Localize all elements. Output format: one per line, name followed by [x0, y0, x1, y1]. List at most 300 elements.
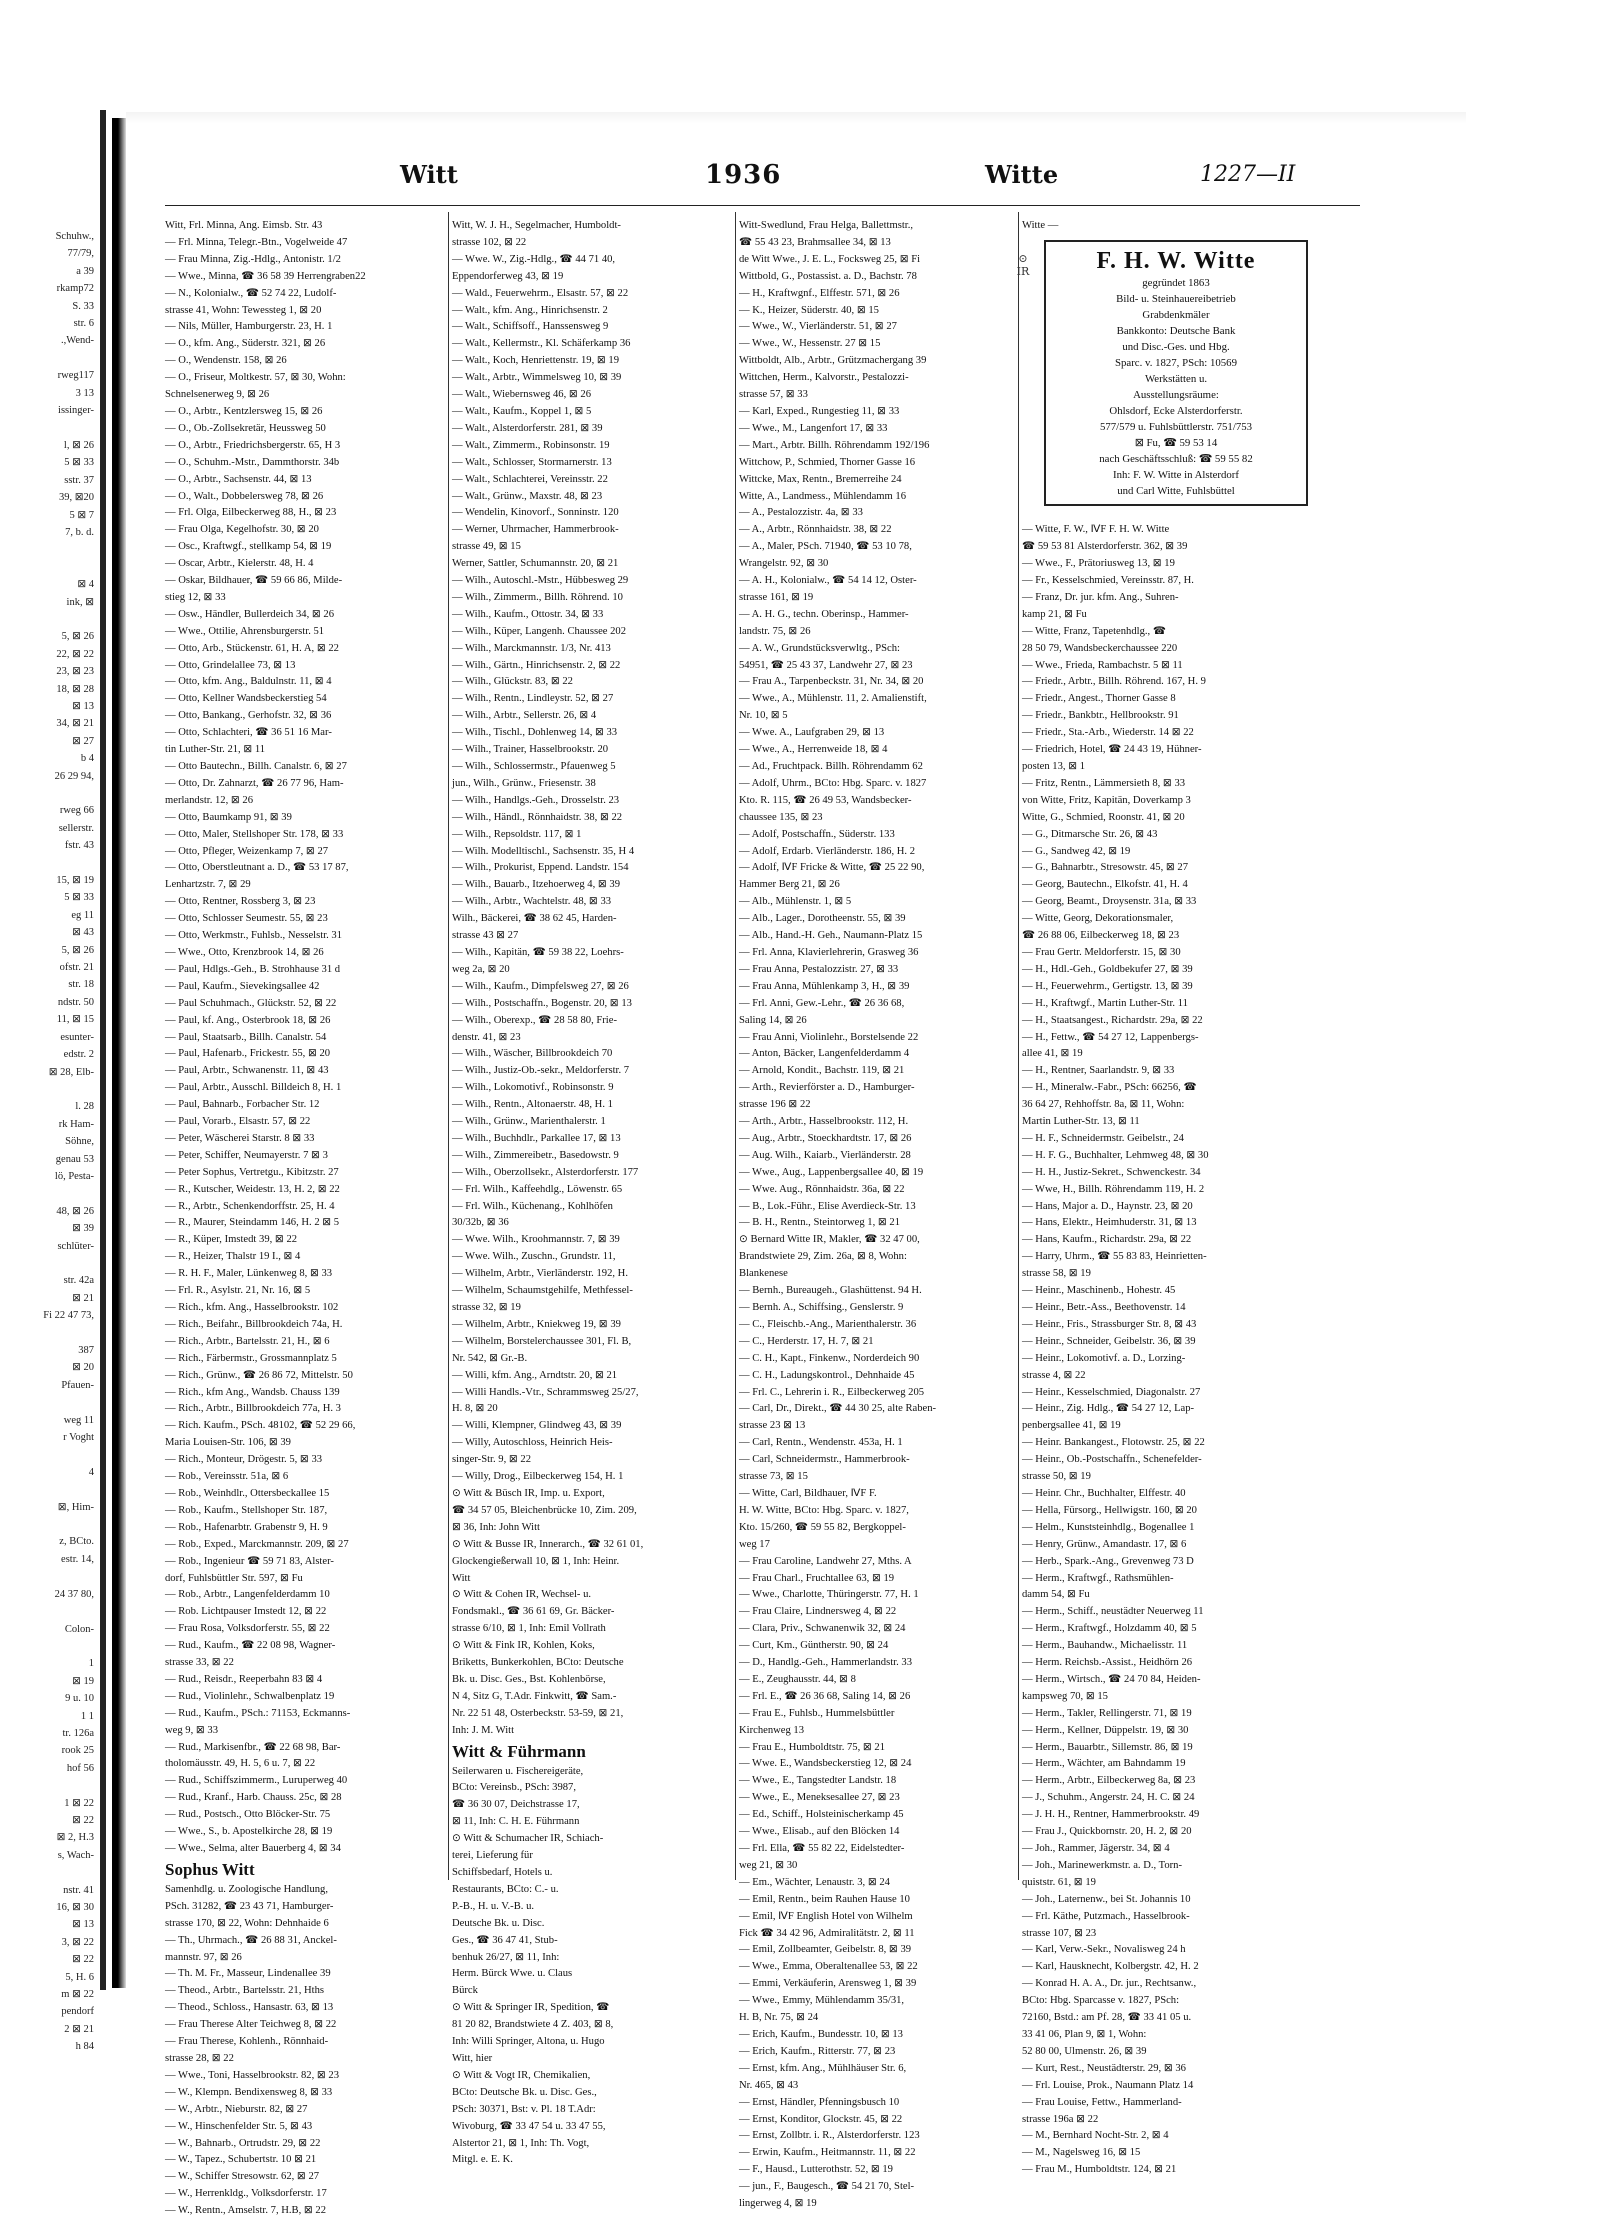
- facing-page-line: [0, 1777, 100, 1794]
- facing-page-line: S. 33: [72, 300, 94, 312]
- directory-entry: — H. F. G., Buchhalter, Lehmweg 48, ⊠ 30: [1022, 1149, 1209, 1161]
- directory-entry: — M., Nagelsweg 16, ⊠ 15: [1022, 2147, 1141, 2159]
- facing-page-line: ⊠ 4: [77, 579, 94, 591]
- facing-page-line: s, Wach-: [57, 1849, 94, 1861]
- header-right-name: Witte: [985, 160, 1059, 189]
- directory-column-3: [739, 218, 1019, 2210]
- directory-entry: — C., Herderstr. 17, H. 7, ⊠ 21: [739, 1335, 874, 1347]
- facing-page-line: 5 ⊠ 7: [69, 509, 94, 521]
- column-divider: [448, 212, 449, 1880]
- directory-entry: — Walt., Schiffsoff., Hanssensweg 9: [452, 321, 609, 333]
- facing-page-line: sellerstr.: [58, 822, 94, 834]
- facing-page-line: issinger-: [58, 405, 94, 417]
- directory-entry: — Frau Louise, Fettw., Hammerland-: [1022, 2096, 1182, 2108]
- directory-entry: — Friedr., Angest., Thorner Gasse 8: [1022, 693, 1176, 705]
- directory-entry: — Kurt, Rest., Neustädterstr. 29, ⊠ 36: [1022, 2062, 1186, 2074]
- facing-page-line: ⊠ 43: [72, 927, 94, 939]
- facing-page-line: [0, 1446, 100, 1463]
- directory-entry: Wilh., Bäckerei, ☎ 38 62 45, Harden-: [452, 913, 617, 925]
- directory-entry: denstr. 41, ⊠ 23: [452, 1031, 521, 1043]
- directory-entry: — Otto, kfm. Ang., Baldulnstr. 11, ⊠ 4: [165, 676, 332, 688]
- directory-entry: H. 8, ⊠ 20: [452, 1403, 498, 1415]
- directory-entry: — Ernst, Konditor, Glockstr. 45, ⊠ 22: [739, 2113, 903, 2125]
- directory-entry: — Wilh., Wäscher, Billbrookdeich 70: [452, 1048, 613, 1060]
- facing-page-line: genau 53: [55, 1153, 94, 1165]
- directory-entry: — J., Schuhm., Angerstr. 24, H. C. ⊠ 24: [1022, 1792, 1195, 1804]
- directory-entry: — Rud., Reisdr., Reeperbahn 83 ⊠ 4: [165, 1673, 323, 1685]
- directory-entry: — Wilh., Schlossermstr., Pfauenweg 5: [452, 761, 616, 772]
- advertisement-line: und Disc.-Ges. und Hbg.: [1122, 341, 1230, 353]
- facing-page-line: lö, Pesta-: [54, 1170, 94, 1182]
- facing-page-line: pendorf: [61, 2006, 94, 2018]
- directory-entry: Sophus Witt: [165, 1859, 255, 1879]
- directory-entry: — Joh., Rammer, Jägerstr. 34, ⊠ 4: [1022, 1843, 1170, 1854]
- facing-page-line: 5, ⊠ 26: [61, 944, 94, 956]
- directory-entry: — Otto, Kellner Wandsbeckerstieg 54: [165, 693, 327, 705]
- directory-entry: ☎ 34 57 05, Bleichenbrücke 10, Zim. 209,: [452, 1504, 637, 1516]
- directory-entry: chaussee 135, ⊠ 23: [739, 811, 823, 823]
- directory-entry: — Wilh., Trainer, Hasselbrookstr. 20: [452, 744, 609, 756]
- directory-entry: — Wilhelm, Borstelerchaussee 301, Fl. B,: [452, 1335, 632, 1347]
- directory-entry: — Wilh. Modelltischl., Sachsenstr. 35, H 4: [452, 845, 635, 857]
- facing-page-line: 3, ⊠ 22: [61, 1936, 94, 1948]
- directory-entry: — Frau Therese Alter Teichweg 8, ⊠ 22: [165, 2019, 337, 2031]
- directory-entry: 28 50 79, Wandsbeckerchaussee 220: [1022, 642, 1178, 654]
- directory-entry: weg 9, ⊠ 33: [165, 1724, 219, 1736]
- facing-page-line: [0, 1603, 100, 1620]
- directory-entry: — Frau J., Quickbornstr. 20, H. 2, ⊠ 20: [1022, 1826, 1192, 1838]
- directory-entry: — Frl. Olga, Eilbeckerweg 88, H., ⊠ 23: [165, 507, 337, 519]
- facing-page-line: esunter-: [60, 1031, 94, 1043]
- facing-page-line: ⊠ 20: [72, 1362, 94, 1374]
- directory-entry: — A. H., Kolonialw., ☎ 54 14 12, Oster-: [739, 575, 917, 587]
- directory-entry: — W., Schiffer Stresowstr. 62, ⊠ 27: [165, 2171, 320, 2183]
- directory-entry: — Th., Uhrmach., ☎ 26 88 31, Anckel-: [165, 1934, 337, 1946]
- directory-entry: strasse 6/10, ⊠ 1, Inh: Emil Vollrath: [452, 1623, 606, 1635]
- directory-entry: ⊙ Witt & Büsch IR, Imp. u. Export,: [452, 1487, 605, 1499]
- facing-page-line: ⊠ 28, Elb-: [48, 1066, 94, 1078]
- directory-entry: Inh: Willi Springer, Altona, u. Hugo: [452, 2036, 605, 2048]
- directory-entry: — Friedrich, Hotel, ☎ 24 43 19, Hühner-: [1022, 744, 1202, 756]
- directory-entry: terei, Lieferung für: [452, 1850, 533, 1862]
- directory-entry: Schiffsbedarf, Hotels u.: [452, 1867, 553, 1878]
- directory-entry: — A., Arbtr., Rönnhaidstr. 38, ⊠ 22: [739, 524, 892, 536]
- facing-page-line: [0, 1081, 100, 1098]
- directory-entry: tin Luther-Str. 21, ⊠ 11: [165, 744, 266, 756]
- facing-page-line: 1 1: [80, 1710, 94, 1722]
- directory-entry: — Heinr., Ob.-Postschaffn., Schenefelder-: [1022, 1454, 1202, 1466]
- directory-entry: — Herm. Reichsb.-Assist., Heidhörn 26: [1022, 1657, 1193, 1669]
- directory-entry: — Paul, Hdlgs.-Geh., B. Strohhause 31 d: [165, 963, 341, 975]
- directory-entry: jun., Wilh., Grünw., Friesenstr. 38: [452, 777, 596, 789]
- directory-entry: — Frau Anni, Violinlehr., Borstelsende 22: [739, 1031, 919, 1043]
- directory-entry: Brandstwiete 29, Zim. 26a, ⊠ 8, Wohn:: [739, 1251, 907, 1263]
- facing-page-line: z, BCto.: [59, 1536, 94, 1548]
- facing-page-line: Fi 22 47 73,: [43, 1310, 94, 1322]
- directory-entry: — Walt., Arbtr., Wimmelsweg 10, ⊠ 39: [452, 372, 622, 384]
- directory-entry: — O., kfm. Ang., Süderstr. 321, ⊠ 26: [165, 338, 326, 350]
- directory-entry: — Clara, Priv., Schwanenwik 32, ⊠ 24: [739, 1623, 906, 1635]
- directory-entry: strasse 57, ⊠ 33: [739, 389, 808, 401]
- facing-page-line: Pfauen-: [61, 1379, 94, 1391]
- directory-entry: Briketts, Bunkerkohlen, BCto: Deutsche: [452, 1657, 624, 1669]
- directory-entry: — Wilh., Prokurist, Eppend. Landstr. 154: [452, 862, 629, 874]
- directory-entry: — Otto, Rentner, Rossberg 3, ⊠ 23: [165, 896, 316, 908]
- directory-entry: — R., Heizer, Thalstr 19 I., ⊠ 4: [165, 1251, 301, 1263]
- directory-entry: — Ernst, Händler, Pfenningsbusch 10: [739, 2096, 900, 2108]
- directory-entry: — Heinr. Chr., Buchhalter, Elffestr. 40: [1022, 1487, 1186, 1499]
- directory-entry: — Adolf, Erdarb. Vierländerstr. 186, H. 2: [739, 845, 915, 857]
- directory-entry: tholomäusstr. 49, H. 5, 6 u. 7, ⊠ 22: [165, 1758, 316, 1770]
- directory-entry: — Walt., Schlosser, Stormarnerstr. 13: [452, 456, 612, 468]
- directory-entry: Wittbold, G., Postassist. a. D., Bachstr. 78: [739, 270, 917, 282]
- directory-entry: — Karl, Exped., Rungestieg 11, ⊠ 33: [739, 405, 900, 417]
- directory-entry: Wittchow, P., Schmied, Thorner Gasse 16: [739, 456, 916, 468]
- directory-entry: — Wilh., Händl., Rönnhaidstr. 38, ⊠ 22: [452, 811, 623, 823]
- directory-entry: — Herm., Schiff., neustädter Neuerweg 11: [1022, 1606, 1204, 1618]
- directory-entry: — Karl, Hausknecht, Kolbergstr. 42, H. 2: [1022, 1961, 1199, 1973]
- facing-page-line: m ⊠ 22: [61, 1989, 94, 2001]
- facing-page-line: Colon-: [64, 1623, 94, 1635]
- directory-entry: Kto. 15/260, ☎ 59 55 82, Bergkoppel-: [739, 1521, 906, 1533]
- directory-entry: — Wilh., Tischl., Dohlenweg 14, ⊠ 33: [452, 727, 618, 739]
- directory-entry: — Wwe., Selma, alter Bauerberg 4, ⊠ 34: [165, 1843, 341, 1854]
- directory-entry: 72160, Bstd.: am Pf. 28, ☎ 33 41 05 u.: [1022, 2012, 1192, 2024]
- directory-entry: — Frau Anna, Pestalozzistr. 27, ⊠ 33: [739, 963, 899, 975]
- directory-entry: Eppendorferweg 43, ⊠ 19: [452, 270, 564, 282]
- facing-page-line: 5, H. 6: [65, 1971, 94, 1983]
- directory-entry: — Frl. Ella, ☎ 55 82 22, Eidelstedter-: [739, 1843, 905, 1854]
- directory-entry: Witt, Frl. Minna, Ang. Eimsb. Str. 43: [165, 220, 323, 231]
- directory-entry: — Wald., Feuerwehrm., Elsastr. 57, ⊠ 22: [452, 287, 629, 299]
- directory-entry: stieg 12, ⊠ 33: [165, 591, 226, 603]
- facing-page-line: [0, 1185, 100, 1202]
- facing-page-line: rweg 66: [59, 805, 94, 817]
- facing-page-line: [0, 559, 100, 576]
- directory-entry: Wivoburg, ☎ 33 47 54 u. 33 47 55,: [452, 2120, 606, 2132]
- directory-entry: — Anton, Bäcker, Langenfelderdamm 4: [739, 1048, 910, 1060]
- directory-entry: — Wwe., Ottilie, Ahrensburgerstr. 51: [165, 625, 325, 637]
- advertisement-line: Ausstellungsräume:: [1133, 389, 1219, 401]
- directory-entry: ⊙ Witt & Vogt IR, Chemikalien,: [452, 2069, 591, 2081]
- directory-entry: — Alb., Lager., Dorotheenstr. 55, ⊠ 39: [739, 913, 906, 925]
- directory-entry: — Emil, Zollbeamter, Geibelstr. 8, ⊠ 39: [739, 1944, 912, 1956]
- facing-page-line: [0, 1568, 100, 1585]
- directory-entry: — Arnold, Kondit., Bachstr. 119, ⊠ 21: [739, 1065, 905, 1077]
- directory-entry: — Otto, Grindelallee 73, ⊠ 13: [165, 659, 296, 671]
- directory-entry: — Wilh., Handlgs.-Geh., Drosselstr. 23: [452, 794, 620, 806]
- directory-entry: Inh: J. M. Witt: [452, 1724, 515, 1736]
- facing-page-line: [0, 1516, 100, 1533]
- directory-entry: — Wilh., Buchhdlr., Parkallee 17, ⊠ 13: [452, 1132, 621, 1144]
- directory-entry: strasse 196 ⊠ 22: [739, 1099, 811, 1111]
- directory-entry: — O., Ob.-Zollsekretär, Heussweg 50: [165, 422, 326, 434]
- directory-entry: — Peter, Schiffer, Neumayerstr. 7 ⊠ 3: [165, 1149, 328, 1161]
- directory-entry: — Wwe, H., Billh. Röhrendamm 119, H. 2: [1022, 1183, 1205, 1195]
- directory-entry: — Arth., Revierförster a. D., Hamburger-: [739, 1082, 915, 1094]
- directory-entry: — Frau A., Tarpenbeckstr. 31, Nr. 34, ⊠ 20: [739, 676, 924, 688]
- directory-entry: — Hans, Major a. D., Haynstr. 23, ⊠ 20: [1022, 1200, 1193, 1212]
- directory-entry: — Herm., Wächter, am Bahndamm 19: [1022, 1758, 1186, 1770]
- directory-entry: — K., Heizer, Süderstr. 40, ⊠ 15: [739, 304, 879, 316]
- directory-entry: Witt, hier: [452, 2052, 493, 2064]
- directory-entry: strasse 170, ⊠ 22, Wohn: Dehnhaide 6: [165, 1917, 329, 1929]
- directory-entry: — Wilh., Grünw., Marienthalerstr. 1: [452, 1116, 606, 1128]
- directory-entry: Witt: [452, 1572, 471, 1584]
- directory-entry: mannstr. 97, ⊠ 26: [165, 1951, 242, 1963]
- directory-entry: — Ernst, Zollbtr. i. R., Alsterdorferstr. 123: [739, 2130, 920, 2142]
- directory-entry: Nr. 10, ⊠ 5: [739, 710, 788, 722]
- header-year: 1936: [705, 160, 782, 190]
- directory-entry: — Wilh., Autoschl.-Mstr., Hübbesweg 29: [452, 575, 629, 587]
- directory-entry: — Paul, Staatsarb., Billh. Canalstr. 54: [165, 1031, 327, 1043]
- directory-entry: — Walt., Wiebernsweg 46, ⊠ 26: [452, 389, 592, 401]
- facing-page-line: a 39: [76, 265, 94, 277]
- advertisement-line: 577/579 u. Fuhlsbüttlerstr. 751/753: [1099, 421, 1253, 433]
- directory-entry: — Wilh., Bauarb., Itzehoerweg 4, ⊠ 39: [452, 879, 620, 891]
- directory-entry: — Wilhelm, Arbtr., Kniekweg 19, ⊠ 39: [452, 1318, 621, 1330]
- directory-entry: Deutsche Bk. u. Disc.: [452, 1917, 545, 1929]
- directory-entry: — Adolf, Postschaffn., Süderstr. 133: [739, 828, 895, 840]
- directory-entry: — Frau Charl., Fruchtallee 63, ⊠ 19: [739, 1572, 895, 1584]
- directory-entry: Martin Luther-Str. 13, ⊠ 11: [1022, 1116, 1140, 1128]
- directory-entry: — Bernh., Bureaugeh., Glashüttenst. 94 H.: [739, 1285, 922, 1297]
- directory-entry: — Ed., Schiff., Holsteinischerkamp 45: [739, 1809, 904, 1821]
- directory-column-1: [165, 218, 445, 2217]
- directory-entry: BCto: Vereinsb., PSch: 3987,: [452, 1782, 576, 1794]
- directory-entry: Glockengießerwall 10, ⊠ 1, Inh: Heinr.: [452, 1555, 620, 1567]
- directory-entry: — Wendelin, Kinovorf., Sonninstr. 120: [452, 507, 619, 519]
- directory-entry: ⊙ Witt & Schumacher IR, Schiach-: [452, 1833, 604, 1845]
- directory-entry: — A., Pestalozzistr. 4a, ⊠ 33: [739, 507, 863, 519]
- directory-entry: strasse 107, ⊠ 23: [1022, 1927, 1097, 1939]
- facing-page-line: r Voght: [63, 1432, 94, 1444]
- facing-page-line: b 4: [80, 753, 94, 765]
- directory-entry: — Rud., Kranf., Harb. Chauss. 25c, ⊠ 28: [165, 1792, 342, 1804]
- directory-entry: — Heinr., Zig. Hdlg., ☎ 54 27 12, Lap-: [1022, 1403, 1195, 1415]
- directory-entry: — Walt., kfm. Ang., Hinrichsenstr. 2: [452, 304, 608, 316]
- directory-entry: Alstertor 21, ⊠ 1, Inh: Th. Vogt,: [452, 2137, 590, 2149]
- directory-entry: H. B, Nr. 75, ⊠ 24: [739, 2012, 819, 2024]
- directory-entry: — Frl. E., ☎ 26 36 68, Saling 14, ⊠ 26: [739, 1690, 911, 1702]
- directory-entry: — Herm., Bauhandw., Michaelisstr. 11: [1022, 1640, 1188, 1652]
- directory-entry: — Peter Sophus, Vertretgu., Kibitzstr. 27: [165, 1166, 339, 1178]
- facing-page-line: ink, ⊠: [66, 596, 94, 608]
- directory-entry: Samenhdlg. u. Zoologische Handlung,: [165, 1883, 329, 1895]
- directory-entry: 30/32b, ⊠ 36: [452, 1217, 509, 1229]
- directory-entry: — Wwe. Aug., Rönnhaidstr. 36a, ⊠ 22: [739, 1183, 905, 1195]
- directory-entry: — W., Arbtr., Nieburstr. 82, ⊠ 27: [165, 2103, 308, 2115]
- directory-entry: — Wilh., Arbtr., Sellerstr. 26, ⊠ 4: [452, 710, 597, 722]
- directory-entry: — Frau Gertr. Meldorferstr. 15, ⊠ 30: [1022, 946, 1181, 958]
- facing-page-line: 18, ⊠ 28: [56, 683, 94, 695]
- directory-entry: — Otto, Bankang., Gerhofstr. 32, ⊠ 36: [165, 710, 332, 722]
- directory-entry: — Wilh., Gärtn., Hinrichsenstr. 2, ⊠ 22: [452, 659, 621, 671]
- directory-entry: Maria Louisen-Str. 106, ⊠ 39: [165, 1437, 291, 1449]
- directory-entry: — Frl. R., Asylstr. 21, Nr. 16, ⊠ 5: [165, 1285, 311, 1297]
- directory-entry: — Rob., Kaufm., Stellshoper Str. 187,: [165, 1504, 328, 1516]
- directory-entry: — Mart., Arbtr. Billh. Röhrendamm 192/196: [739, 439, 930, 451]
- directory-entry: — R., Küper, Imstedt 39, ⊠ 22: [165, 1234, 298, 1246]
- facing-page-line: 5 ⊠ 33: [64, 457, 94, 469]
- directory-entry: — Wilh., Arbtr., Wachtelstr. 48, ⊠ 33: [452, 896, 612, 908]
- directory-entry: — H., Kraftwgf., Martin Luther-Str. 11: [1022, 997, 1188, 1009]
- facing-page-line: [0, 785, 100, 802]
- directory-entry: — Rob., Hafenarbtr. Grabenstr 9, H. 9: [165, 1521, 328, 1533]
- directory-entry: ☎ 59 53 81 Alsterdorferstr. 362, ⊠ 39: [1022, 541, 1188, 553]
- directory-entry: strasse 33, ⊠ 22: [165, 1657, 234, 1669]
- directory-entry: — Oskar, Bildhauer, ☎ 59 66 86, Milde-: [165, 575, 343, 587]
- facing-page-line: tr. 126a: [62, 1727, 94, 1739]
- directory-entry: — G., Ditmarsche Str. 26, ⊠ 43: [1022, 828, 1158, 840]
- directory-entry: — Otto, Maler, Stellshoper Str. 178, ⊠ 33: [165, 828, 344, 840]
- directory-entry: — Heinr., Fris., Strassburger Str. 8, ⊠ 43: [1022, 1318, 1197, 1330]
- directory-entry: — H. F., Schneidermstr. Geibelstr., 24: [1022, 1132, 1184, 1144]
- directory-entry: — Frau Caroline, Landwehr 27, Mths. A: [739, 1555, 912, 1567]
- directory-entry: — Rich., Beifahr., Billbrookdeich 74a, H.: [165, 1318, 343, 1330]
- directory-entry: — W., Rentn., Amselstr. 7, H.B, ⊠ 22: [165, 2205, 327, 2217]
- directory-entry: — Werner, Uhrmacher, Hammerbrook-: [452, 524, 619, 536]
- directory-entry: — Wilhelm, Arbtr., Vierländerstr. 192, H.: [452, 1268, 628, 1280]
- directory-entry: — Frau Anna, Mühlenkamp 3, H., ⊠ 39: [739, 980, 910, 992]
- directory-entry: — R., Maurer, Steindamm 146, H. 2 ⊠ 5: [165, 1217, 340, 1229]
- facing-page-line: ⊠ 13: [72, 1919, 94, 1931]
- facing-page-line: [0, 1325, 100, 1342]
- directory-entry: — H., Hdl.-Geh., Goldbekufer 27, ⊠ 39: [1022, 963, 1193, 975]
- column-divider: [735, 212, 736, 1880]
- directory-entry: strasse 196a ⊠ 22: [1022, 2113, 1099, 2125]
- directory-entry: kampsweg 70, ⊠ 15: [1022, 1690, 1108, 1702]
- facing-page-line: ⊠ 22: [72, 1814, 94, 1826]
- directory-entry: — Rob., Exped., Marckmannstr. 209, ⊠ 27: [165, 1538, 349, 1550]
- directory-entry: — C., Fleischb.-Ang., Marienthalerstr. 36: [739, 1318, 917, 1330]
- directory-entry: — Hans, Elektr., Heimhuderstr. 31, ⊠ 13: [1022, 1217, 1197, 1229]
- directory-entry: — Hans, Kaufm., Richardstr. 29a, ⊠ 22: [1022, 1234, 1192, 1246]
- facing-page-line: 4: [88, 1466, 94, 1478]
- directory-entry: — H., Fettw., ☎ 54 27 12, Lappenbergs-: [1022, 1031, 1199, 1043]
- directory-entry: Lenhartzstr. 7, ⊠ 29: [165, 879, 251, 891]
- directory-entry: strasse 32, ⊠ 19: [452, 1302, 521, 1313]
- directory-entry: — Otto, Dr. Zahnarzt, ☎ 26 77 96, Ham-: [165, 777, 344, 789]
- directory-entry: — Willy, Drog., Eilbeckerweg 154, H. 1: [452, 1471, 624, 1483]
- directory-entry: — B., Lok.-Führ., Elise Averdieck-Str. 13: [739, 1200, 916, 1212]
- directory-entry: Witt-Swedlund, Frau Helga, Ballettmstr.,: [739, 220, 914, 231]
- directory-entry: Nr. 22 51 48, Osterbeckstr. 53-59, ⊠ 21,: [452, 1707, 624, 1719]
- directory-entry: — Wwe. E., Wandsbeckerstieg 12, ⊠ 24: [739, 1758, 912, 1770]
- directory-entry: — Frau Therese, Kohlenh., Rönnhaid-: [165, 2036, 329, 2048]
- directory-entry: — Rich. Kaufm., PSch. 48102, ☎ 52 29 66,: [165, 1420, 356, 1432]
- directory-entry: strasse 41, Wohn: Tewessteg 1, ⊠ 20: [165, 304, 322, 316]
- directory-entry: — Heinr., Maschinenb., Hohestr. 45: [1022, 1285, 1176, 1297]
- directory-entry: — Rich., Arbtr., Billbrookdeich 77a, H. 3: [165, 1403, 341, 1415]
- directory-entry: — Wwe., Aug., Lappenbergsallee 40, ⊠ 19: [739, 1166, 924, 1178]
- header-rule: [165, 205, 1360, 206]
- directory-entry: strasse 161, ⊠ 19: [739, 591, 814, 603]
- facing-page-line: sstr. 37: [64, 474, 94, 486]
- directory-entry: — O., Schuhm.-Mstr., Dammthorstr. 34b: [165, 456, 340, 468]
- directory-entry: — Frl. C., Lehrerin i. R., Eilbeckerweg 205: [739, 1386, 925, 1398]
- directory-entry: — Nils, Müller, Hamburgerstr. 23, H. 1: [165, 321, 333, 333]
- facing-page-line: ⊠, Him-: [57, 1501, 94, 1513]
- directory-entry: ⊙ Witt & Cohen IR, Wechsel- u.: [452, 1589, 592, 1601]
- directory-entry: N 4, Sitz G, T.Adr. Finkwitt, ☎ Sam.-: [452, 1690, 617, 1702]
- directory-entry: Witt & Führmann: [452, 1741, 586, 1761]
- directory-entry: — Walt., Koch, Henriettenstr. 19, ⊠ 19: [452, 355, 620, 367]
- directory-entry: — Wwe., W., Hessenstr. 27 ⊠ 15: [739, 338, 881, 350]
- facing-page-line: [0, 1864, 100, 1881]
- facing-page-line: str. 6: [73, 318, 94, 330]
- directory-entry: — Emil, Rentn., beim Rauhen Hause 10: [739, 1893, 910, 1905]
- directory-entry: — Rud., Violinlehr., Schwalbenplatz 19: [165, 1690, 335, 1702]
- facing-page-line: 24 37 80,: [54, 1588, 94, 1600]
- directory-entry: — Rich., Arbtr., Bartelsstr. 21, H., ⊠ 6: [165, 1335, 330, 1347]
- facing-page-line: rook 25: [61, 1745, 94, 1757]
- directory-entry: — Helm., Kunststeinhdlg., Bogenallee 1: [1022, 1521, 1195, 1533]
- directory-entry: — Frl. Käthe, Putzmach., Hasselbrook-: [1022, 1910, 1190, 1922]
- facing-page-line: 9 u. 10: [65, 1693, 94, 1705]
- facing-page-line: 387: [78, 1345, 94, 1356]
- directory-entry: — Friedr., Arbtr., Billh. Röhrend. 167, H. 9: [1022, 676, 1206, 688]
- advertisement-line: Bild- u. Steinhauereibetrieb: [1116, 293, 1236, 305]
- facing-page-line: schlüter-: [57, 1240, 94, 1252]
- directory-entry: weg 21, ⊠ 30: [739, 1859, 798, 1871]
- facing-page-line: str. 42a: [63, 1275, 94, 1287]
- directory-entry: PSch. 31282, ☎ 23 43 71, Hamburger-: [165, 1900, 334, 1912]
- directory-entry: — Frl. Wilh., Kaffeehdlg., Löwenstr. 65: [452, 1183, 623, 1195]
- directory-entry: ☎ 26 88 06, Eilbeckerweg 18, ⊠ 23: [1022, 930, 1180, 942]
- directory-entry: — Frau M., Humboldtstr. 124, ⊠ 21: [1022, 2164, 1177, 2176]
- directory-entry: 36 64 27, Rehhoffstr. 8a, ⊠ 11, Wohn:: [1022, 1099, 1185, 1111]
- directory-entry: — Wwe., A., Herrenweide 18, ⊠ 4: [739, 744, 888, 756]
- directory-entry: — Adolf, Uhrm., BCto: Hbg. Sparc. v. 1827: [739, 777, 927, 789]
- directory-entry: — Erwin, Kaufm., Heitmannstr. 11, ⊠ 22: [739, 2147, 916, 2159]
- directory-entry: — Wwe., Elisab., auf den Blöcken 14: [739, 1826, 900, 1838]
- directory-entry: — B. H., Rentn., Steintorweg 1, ⊠ 21: [739, 1217, 901, 1229]
- directory-entry: 81 20 82, Brandstwiete 4 Z. 403, ⊠ 8,: [452, 2019, 614, 2031]
- directory-entry: — Frl. Minna, Telegr.-Btn., Vogelweide 47: [165, 236, 348, 248]
- directory-entry: — jun., F., Baugesch., ☎ 54 21 70, Stel-: [739, 2181, 915, 2193]
- directory-entry: — Wilh., Marckmannstr. 1/3, Nr. 413: [452, 642, 611, 654]
- directory-entry: — G., Bahnarbtr., Stresowstr. 45, ⊠ 27: [1022, 862, 1189, 874]
- directory-entry: strasse 4, ⊠ 22: [1022, 1369, 1086, 1381]
- directory-entry: — Wwe., E., Meneksesallee 27, ⊠ 23: [739, 1792, 900, 1804]
- directory-entry: — Frl. Anni, Gew.-Lehr., ☎ 26 36 68,: [739, 997, 905, 1009]
- directory-entry: — Aug. Wilh., Kaiarb., Vierländerstr. 28: [739, 1149, 911, 1161]
- directory-entry: — Aug., Arbtr., Stoeckhardtstr. 17, ⊠ 26: [739, 1132, 912, 1144]
- directory-entry: Nr. 465, ⊠ 43: [739, 2079, 799, 2091]
- directory-entry: strasse 102, ⊠ 22: [452, 236, 527, 248]
- directory-entry: — A., Maler, PSch. 71940, ☎ 53 10 78,: [739, 541, 912, 553]
- directory-entry: — O., Arbtr., Sachsenstr. 44, ⊠ 13: [165, 473, 312, 485]
- directory-entry: — A. W., Grundstücksverwltg., PSch:: [739, 642, 900, 654]
- facing-page-line: 3 13: [75, 387, 94, 399]
- directory-entry: — Wilhelm, Schaumstgehilfe, Methfessel-: [452, 1285, 633, 1297]
- directory-entry: — Herm., Kraftwgf., Holzdamm 40, ⊠ 5: [1022, 1623, 1197, 1635]
- directory-entry: — Paul, kf. Ang., Osterbrook 18, ⊠ 26: [165, 1014, 331, 1026]
- directory-entry: — Witte, Carl, Bildhauer, ⅣF F.: [739, 1487, 877, 1499]
- directory-entry: — Paul, Bahnarb., Forbacher Str. 12: [165, 1099, 320, 1111]
- directory-entry: ⊙ Bernard Witte IR, Makler, ☎ 32 47 00,: [739, 1234, 920, 1246]
- directory-entry: — Joh., Laternenw., bei St. Johannis 10: [1022, 1893, 1191, 1905]
- directory-entry: Bk. u. Disc. Ges., Bst. Kohlenbörse,: [452, 1673, 606, 1685]
- facing-page-line: 1 ⊠ 22: [64, 1797, 94, 1809]
- directory-entry: — Harry, Uhrm., ☎ 55 83 83, Heinrietten-: [1022, 1251, 1207, 1263]
- directory-entry: BCto: Deutsche Bk. u. Disc. Ges.,: [452, 2086, 597, 2098]
- directory-entry: — Paul, Arbtr., Ausschl. Billdeich 8, H. 1: [165, 1082, 342, 1094]
- directory-entry: 54951, ☎ 25 43 37, Landwehr 27, ⊠ 23: [739, 659, 913, 671]
- facing-page-line: 48, ⊠ 26: [56, 1205, 94, 1217]
- directory-entry: — A. H. G., techn. Oberinsp., Hammer-: [739, 608, 909, 620]
